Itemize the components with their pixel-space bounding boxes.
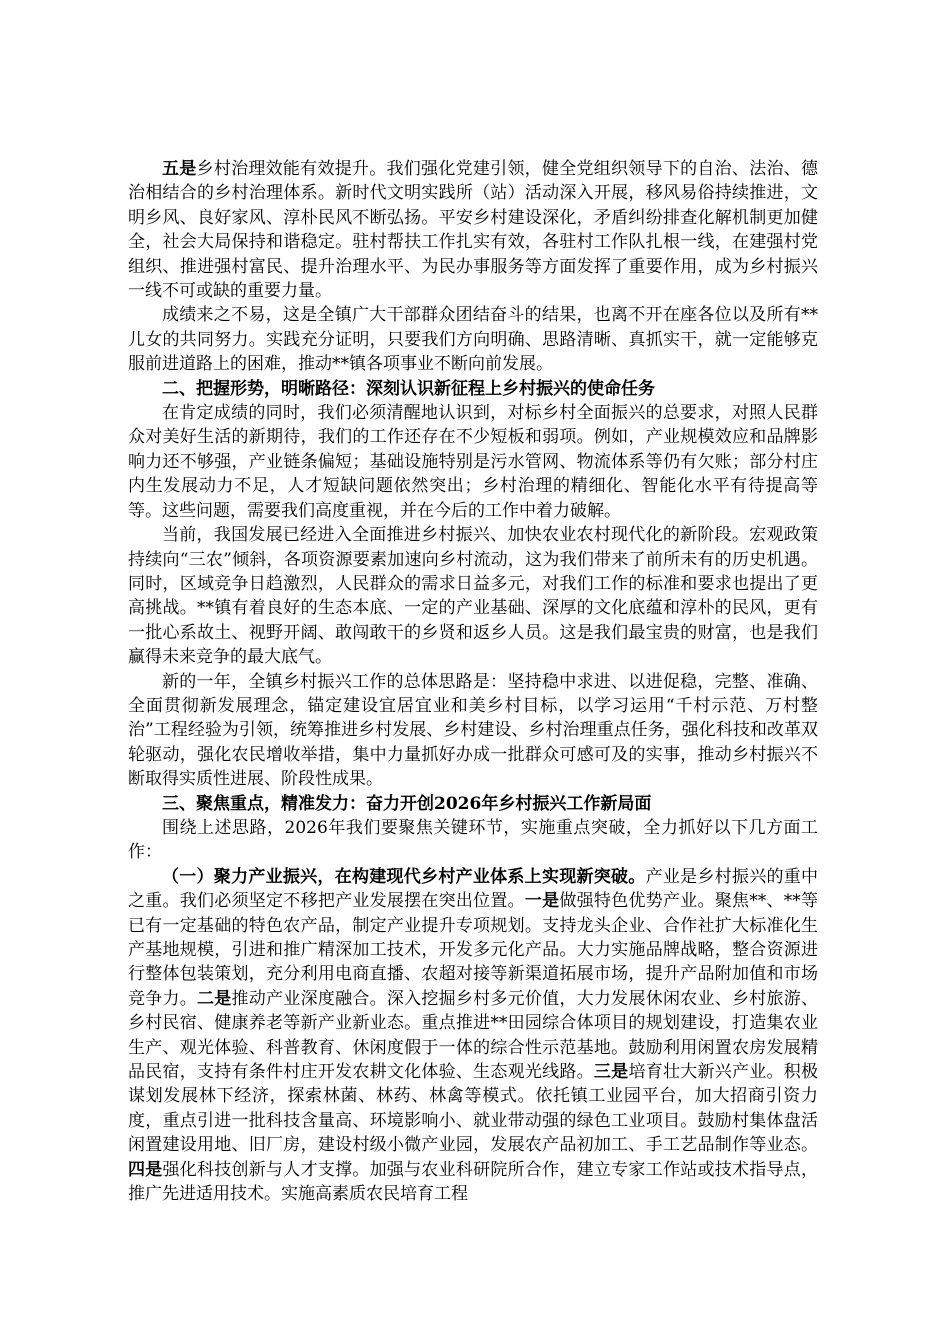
paragraph-7 [128, 865, 818, 1207]
paragraph-1 [128, 157, 818, 303]
keyword-yishi: 一是 [524, 891, 560, 912]
paragraph-7-intro: 产业是乡村振兴的重中之重。我们必须坚定不移把产业发展摆在突出位置。 [128, 866, 819, 912]
paragraph-1-text: 乡村治理效能有效提升。我们强化党建引领，健全党组织领导下的自治、法治、德治相结合的乡村治理体系。新时代文明实践所（站）活动深入开展，移风易俗持续推进，文明乡风、良好家风、淳朴民风不断弘扬。平安乡村建设深化，矛盾纠纷排查化解机制更加健全，社会大局保持和谐稳定。驻村帮扶工作扎实有效，各驻村工作队扎根一线，在建强村党组织、推进强村富民、提升治理水平、为民办事服务等方面发挥了重要作用，成为乡村振兴一线不可或缺的重要力量。 [128, 159, 819, 302]
paragraph-7-item-4: 强化科技创新与人才支撑。加强与农业科研院所合作，建立专家工作站或技术指导点，推广先进适用技术。实施高素质农民培育工程 [128, 1159, 819, 1205]
section-heading-3: 三、聚焦重点，精准发力：奋力开创2026年乡村振兴工作新局面 [162, 793, 652, 814]
keyword-ershi: 二是 [197, 988, 232, 1009]
paragraph-4: 当前，我国发展已经进入全面推进乡村振兴、加快农业农村现代化的新阶段。宏观政策持续向“三农”倾斜，各项资源要素加速向乡村流动，这为我们带来了前所未有的历史机遇。同时，区域竞争日趋激烈，人民群众的需求日益多元，对我们工作的标准和要求也提出了更高挑战。**镇有着良好的生态本底、一定的产业基础、深厚的文化底蕴和淳朴的民风，更有一批心系故土、视野开阔、敢闯敢干的乡贤和返乡人员。这是我们最宝贵的财富，也是我们赢得未来竞争的最大底气。 [128, 525, 818, 668]
paragraph-6: 围绕上述思路，2026年我们要聚焦关键环节，实施重点突破，全力抓好以下几方面工作： [128, 817, 818, 863]
paragraph-7-item-3: 培育壮大新兴产业。积极谋划发展林下经济，探索林菌、林药、林禽等模式。依托镇工业园平台，加大招商引资力度，重点引进一批科技含量高、环境影响小、就业带动强的绿色工业项目。鼓励村集体盘活闲置建设用地、旧厂房，建设村级小微产业园，发展农产品初加工、手工艺品制作等业态。 [128, 1062, 819, 1156]
section-heading-2: 二、把握形势，明晰路径：深刻认识新征程上乡村振兴的使命任务 [162, 378, 655, 399]
keyword-wushi: 五是 [162, 159, 197, 179]
paragraph-7-item-2: 推动产业深度融合。深入挖掘乡村多元价值，大力发展休闲农业、乡村旅游、乡村民宿、健康养老等新产业新业态。重点推进**田园综合体项目的规划建设，打造集农业生产、观光体验、科普教育、休闲度假于一体的综合性示范基地。鼓励利用闲置农房发展精品民宿，支持有条件村庄开发农耕文化体验、生态观光线路。 [128, 988, 819, 1083]
subsection-heading-1: （一）聚力产业振兴，在构建现代乡村产业体系上实现新突破。 [162, 866, 646, 887]
paragraph-7-item-1: 做强特色优势产业。聚焦**、**等已有一定基础的特色农产品，制定产业提升专项规划。支持龙头企业、合作社扩大标准化生产基地规模，引进和推广精深加工技术，开发多元化产品。大力实施品牌战略，整合资源进行整体包装策划，充分利用电商直播、农超对接等新渠道拓展市场，提升产品附加值和市场竞争力。 [128, 891, 819, 1009]
paragraph-2: 成绩来之不易，这是全镇广大干部群众团结奋斗的结果，也离不开在座各位以及所有**儿女的共同努力。实践充分证明，只要我们方向明确、思路清晰、真抓实干，就一定能够克服前进道路上的困难，推动**镇各项事业不断向前发展。 [128, 305, 818, 375]
keyword-sishi: 四是 [128, 1159, 163, 1180]
paragraph-3: 在肯定成绩的同时，我们必须清醒地认识到，对标乡村全面振兴的总要求，对照人民群众对美好生活的新期待，我们的工作还存在不少短板和弱项。例如，产业规模效应和品牌影响力还不够强，产业链条偏短；基础设施特别是污水管网、物流体系等仍有欠账；部分村庄内生发展动力不足，人才短缺问题依然突出；乡村治理的精细化、智能化水平有待提高等等。这些问题，需要我们高度重视，并在今后的工作中着力破解。 [128, 403, 818, 521]
keyword-sanshi: 三是 [593, 1062, 629, 1083]
document-body [128, 157, 818, 1206]
paragraph-5: 新的一年，全镇乡村振兴工作的总体思路是：坚持稳中求进、以进促稳，完整、准确、全面贯彻新发展理念，锚定建设宜居宜业和美乡村目标，以学习运用“千村示范、万村整治”工程经验为引领，统筹推进乡村发展、乡村建设、乡村治理重点任务，强化科技和改革双轮驱动，强化农民增收举措，集中力量抓好办成一批群众可感可及的实事，推动乡村振兴不断取得实质性进展、阶段性成果。 [128, 671, 818, 790]
